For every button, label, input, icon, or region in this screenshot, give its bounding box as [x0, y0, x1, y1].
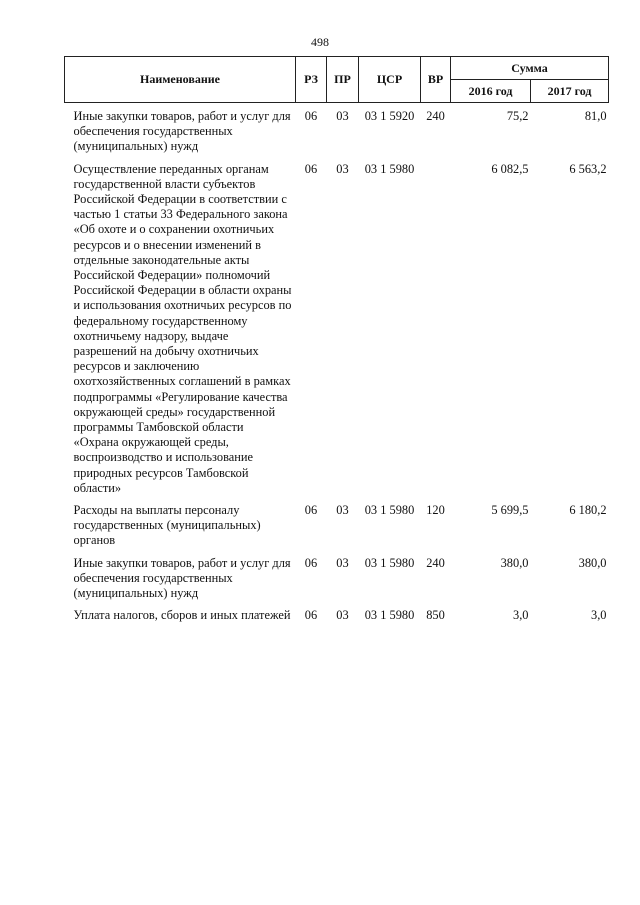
- row-csr: 03 1 5980: [364, 555, 415, 570]
- column-header-sum: Сумма: [451, 57, 609, 80]
- row-sum-2016: 6 082,5: [491, 161, 529, 176]
- row-sum-2016: 5 699,5: [491, 503, 529, 518]
- row-rz: 06: [304, 503, 318, 518]
- row-pr: 03: [336, 555, 349, 570]
- row-sum-2017: 380,0: [578, 555, 607, 570]
- row-rz: 06: [304, 161, 318, 176]
- row-csr: 03 1 5980: [364, 608, 415, 623]
- table-row: [65, 608, 609, 630]
- page-number: 498: [311, 35, 329, 49]
- row-pr: 03: [336, 608, 349, 623]
- row-sum-2017: 6 180,2: [569, 503, 607, 518]
- budget-table: [64, 56, 609, 631]
- row-name: Осуществление переданных органам государственной власти субъектов Российской Федерации в соответствии с частью 1 статьи 33 Федерального закона «Об охоте и о сохранении охотничьих ресурсов и о внесении изменений в отдельные законодательные акты Российской Федерации» полномочий Российской Федерации в области охраны и использования охотничьих ресурсов по федеральному государственному охотничьему надзору, выдаче разрешений на добычу охотничьих ресурсов и заключению охотхозяйственных соглашений в рамках подпрограммы «Регулирование качества окружающей среды» государственной программы Тамбовской области «Охрана окружающей среды, воспроизводство и использование природных ресурсов Тамбовской области»: [73, 161, 292, 495]
- row-sum-2016: 380,0: [500, 555, 529, 570]
- row-csr: 03 1 5920: [364, 109, 415, 123]
- row-pr: 03: [336, 503, 349, 518]
- row-vr: 240: [426, 555, 445, 570]
- column-header-pr: ПР: [327, 57, 359, 103]
- row-vr: 120: [426, 503, 445, 518]
- row-sum-2016: 3,0: [513, 608, 529, 623]
- row-sum-2016: 75,2: [506, 109, 529, 123]
- column-header-vr: ВР: [421, 57, 451, 103]
- row-vr: [421, 162, 451, 503]
- row-name: Уплата налогов, сборов и иных платежей: [73, 608, 291, 623]
- row-name: Иные закупки товаров, работ и услуг для обеспечения государственных (муниципальных) нужд: [73, 109, 291, 154]
- row-sum-2017: 3,0: [591, 608, 607, 623]
- row-sum-2017: 6 563,2: [569, 161, 607, 176]
- row-name: Расходы на выплаты персоналу государственных (муниципальных) органов: [73, 503, 261, 548]
- table-header: [65, 57, 609, 103]
- row-csr: 03 1 5980: [364, 503, 415, 518]
- table-row: [65, 503, 609, 556]
- column-header-2017: 2017 год: [531, 80, 609, 103]
- row-sum-2017: 81,0: [584, 109, 607, 123]
- table-row: [65, 103, 609, 162]
- row-csr: 03 1 5980: [364, 161, 415, 176]
- column-header-rz: РЗ: [296, 57, 327, 103]
- table-body: [65, 103, 609, 631]
- row-vr: 850: [426, 608, 445, 623]
- row-rz: 06: [304, 555, 318, 570]
- table-row: [65, 556, 609, 609]
- row-rz: 06: [304, 608, 318, 623]
- column-header-2016: 2016 год: [451, 80, 531, 103]
- table-row: [65, 162, 609, 503]
- row-name: Иные закупки товаров, работ и услуг для обеспечения государственных (муниципальных) нужд: [73, 555, 291, 601]
- row-vr: 240: [426, 109, 445, 123]
- row-pr: 03: [336, 161, 349, 176]
- column-header-csr: ЦСР: [359, 57, 421, 103]
- column-header-name: Наименование: [65, 57, 296, 103]
- row-rz: 06: [304, 109, 318, 123]
- row-pr: 03: [336, 109, 349, 123]
